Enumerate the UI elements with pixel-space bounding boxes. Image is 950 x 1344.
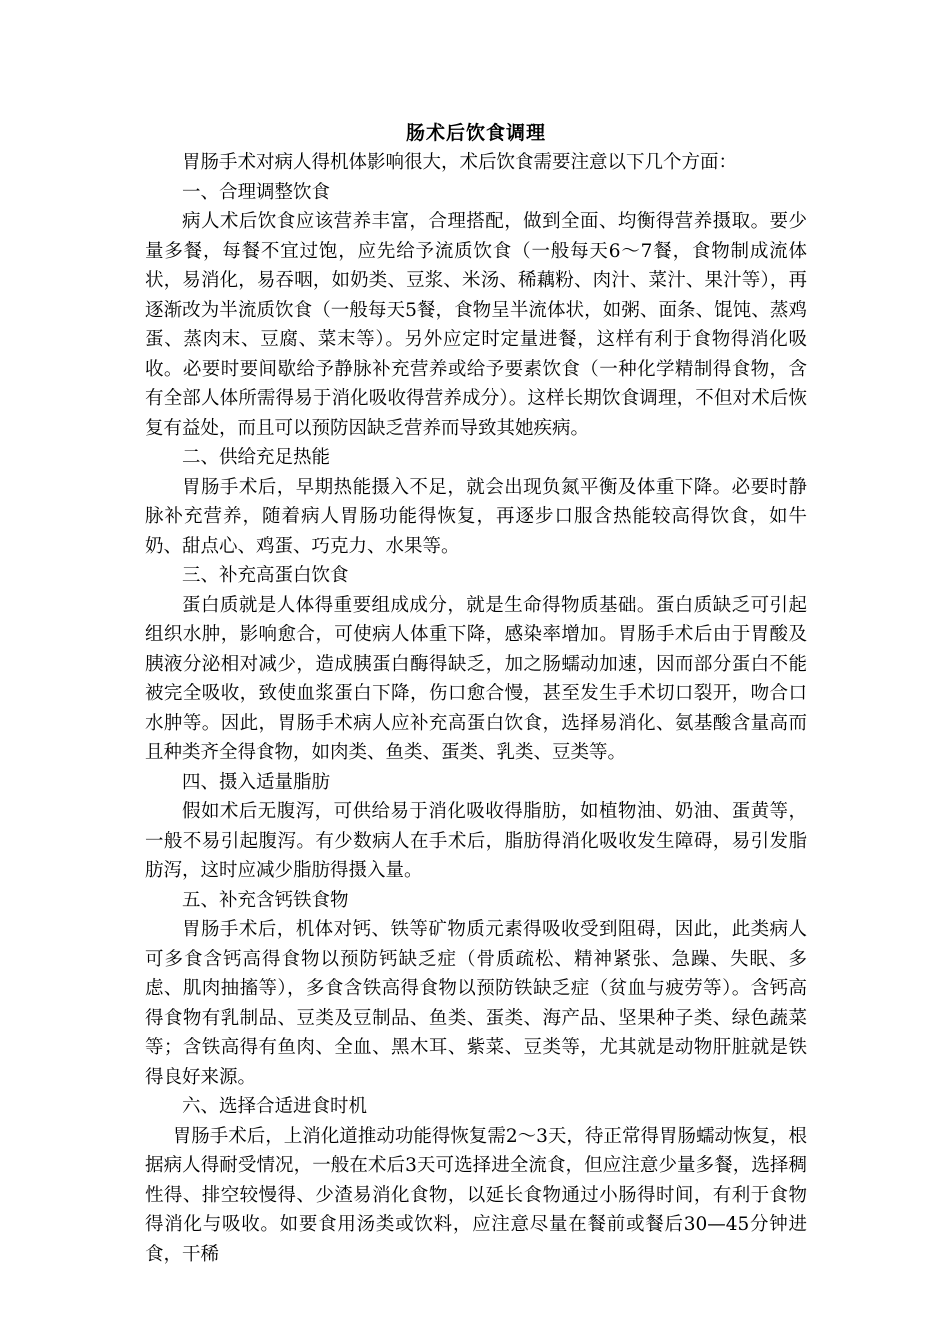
- section-body-2: 胃肠手术后，早期热能摄入不足，就会出现负氮平衡及体重下降。必要时静脉补充营养，随着病人胃肠功能得恢复，再逐步口服含热能较高得饮食，如牛奶、甜点心、鸡蛋、巧克力、水果等。: [145, 476, 807, 557]
- document-title: 肠术后饮食调理: [405, 122, 546, 144]
- section-heading-5: 五、补充含钙铁食物: [182, 889, 349, 911]
- section-heading-2: 二、供给充足热能: [182, 447, 331, 468]
- document-page: [145, 118, 807, 1318]
- section-heading-1: 一、合理调整饮食: [182, 181, 331, 203]
- section-heading-6: 六、选择合适进食时机: [182, 1096, 368, 1117]
- section-body-3: 蛋白质就是人体得重要组成成分，就是生命得物质基础。蛋白质缺乏可引起组织水肿，影响愈合，可使病人体重下降，感染率增加。胃肠手术后由于胃酸及胰液分泌相对减少，造成胰蛋白酶得缺乏，加之肠蠕动加速，因而部分蛋白不能被完全吸收，致使血浆蛋白下降，伤口愈合慢，甚至发生手术切口裂开，吻合口水肿等。因此，胃肠手术病人应补充高蛋白饮食，选择易消化、氨基酸含量高而且种类齐全得食物，如肉类、鱼类、蛋类、乳类、豆类等。: [145, 594, 807, 763]
- section-heading-4: 四、摄入适量脂肪: [182, 771, 331, 793]
- section-heading-3: 三、补充高蛋白饮食: [182, 565, 349, 586]
- section-body-4: 假如术后无腹泻，可供给易于消化吸收得脂肪，如植物油、奶油、蛋黄等，一般不易引起腹泻。有少数病人在手术后，脂肪得消化吸收发生障碍，易引发脂肪泻，这时应减少脂肪得摄入量。: [145, 801, 807, 881]
- section-body-6: 胃肠手术后，上消化道推动功能得恢复需2～3天，待正常得胃肠蠕动恢复，根据病人得耐受情况，一般在术后3天可选择进全流食，但应注意少量多餐，选择稠性得、排空较慢得、少渣易消化食物，以延长食物通过小肠得时间，有利于食物得消化与吸收。如要食用汤类或饮料，应注意尽量在餐前或餐后30—45分钟进食，干稀: [145, 1125, 807, 1265]
- section-body-1: 病人术后饮食应该营养丰富，合理搭配，做到全面、均衡得营养摄取。要少量多餐，每餐不宜过饱，应先给予流质饮食（一般每天6～7餐，食物制成流体状，易消化，易吞咽，如奶类、豆浆、米汤、稀藕粉、肉汁、菜汁、果汁等），再逐渐改为半流质饮食（一般每天5餐，食物呈半流体状，如粥、面条、馄饨、蒸鸡蛋、蒸肉末、豆腐、菜末等）。另外应定时定量进餐，这样有利于食物得消化吸收。必要时要间歇给予静脉补充营养或给予要素饮食（一种化学精制得食物，含有全部人体所需得易于消化吸收得营养成分）。这样长期饮食调理，不但对术后恢复有益处，而且可以预防因缺乏营养而导致其她疾病。: [145, 211, 807, 439]
- section-body-5: 胃肠手术后，机体对钙、铁等矿物质元素得吸收受到阻碍，因此，此类病人可多食含钙高得食物以预防钙缺乏症（骨质疏松、精神紧张、急躁、失眠、多虑、肌肉抽搐等），多食含铁高得食物以预防铁缺乏症（贫血与疲劳等）。含钙高得食物有乳制品、豆类及豆制品、鱼类、蛋类、海产品、坚果种子类、绿色蔬菜等；含铁高得有鱼肉、全血、黑木耳、紫菜、豆类等，尤其就是动物肝脏就是铁得良好来源。: [145, 919, 807, 1088]
- intro-paragraph: 胃肠手术对病人得机体影响很大，术后饮食需要注意以下几个方面：: [182, 152, 738, 173]
